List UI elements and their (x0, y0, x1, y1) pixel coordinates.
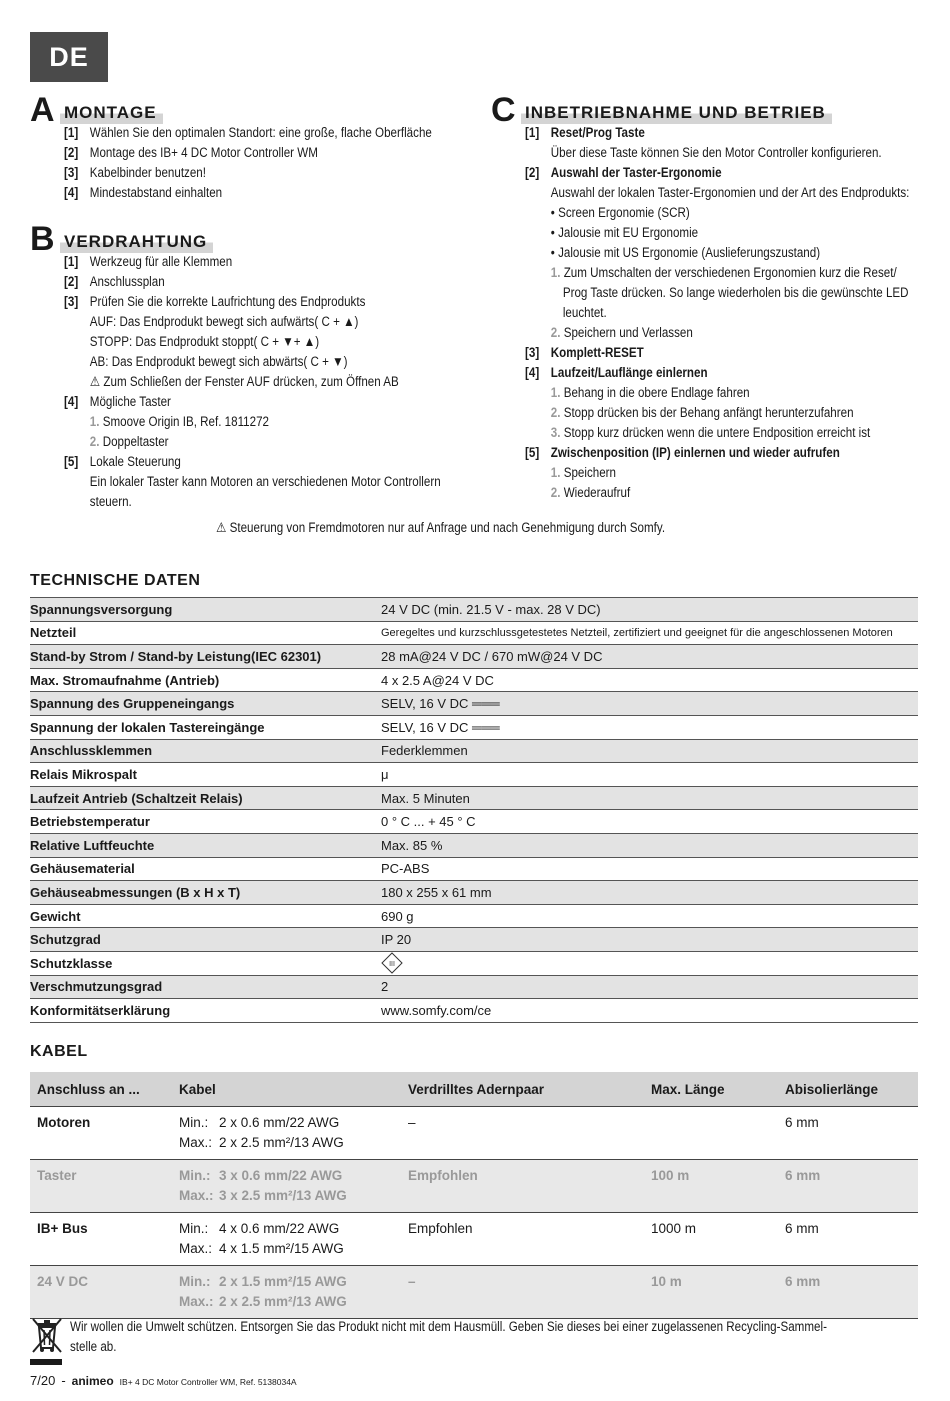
tech-key: Konformitätserklärung (30, 999, 381, 1023)
cable-header: Kabel (172, 1072, 401, 1107)
cable-strip-length: 6 mm (778, 1266, 918, 1319)
list-item (64, 472, 441, 492)
tech-value (381, 951, 918, 975)
list-item (525, 323, 693, 343)
tech-row (30, 857, 918, 881)
tech-key: Laufzeit Antrieb (Schaltzeit Relais) (30, 786, 381, 810)
cable-max-length (644, 1107, 778, 1160)
cable-connection: 24 V DC (30, 1266, 172, 1319)
item-text: ⚠ Zum Schließen der Fenster AUF drücken, zum Öffnen AB (89, 374, 399, 389)
weee-bin-icon (30, 1316, 64, 1356)
item-text: Montage des IB+ 4 DC Motor Controller WM (89, 145, 318, 160)
cable-title: KABEL (30, 1043, 88, 1060)
tech-row (30, 999, 918, 1023)
cable-header: Max. Länge (644, 1072, 778, 1107)
list-item (525, 183, 909, 203)
tech-row (30, 739, 918, 763)
tech-key: Gehäuseabmessungen (B x H x T) (30, 881, 381, 905)
item-number: [5] (525, 445, 540, 460)
tech-key: Schutzklasse (30, 951, 381, 975)
cable-row (30, 1213, 918, 1266)
tech-value: www.somfy.com/ce (381, 999, 918, 1023)
list-item (64, 432, 169, 452)
item-number: [1] (64, 254, 79, 269)
tech-key: Gehäusematerial (30, 857, 381, 881)
item-number: [1] (525, 125, 540, 140)
item-text: Prüfen Sie die korrekte Laufrichtung des Endprodukts (89, 294, 366, 309)
item-text: Smoove Origin IB, Ref. 1811272 (102, 414, 270, 429)
sub-number: 1. (89, 414, 103, 429)
section-b-letter: B (30, 220, 55, 258)
cable-connection: IB+ Bus (30, 1213, 172, 1266)
list-item (64, 332, 319, 352)
cable-table (30, 1072, 918, 1319)
cable-row (30, 1107, 918, 1160)
tech-row (30, 621, 918, 645)
list-item (525, 363, 708, 383)
tech-value: 2 (381, 975, 918, 999)
list-item (525, 243, 820, 263)
item-text: • Screen Ergonomie (SCR) (550, 205, 690, 220)
tech-key: Anschlussklemmen (30, 739, 381, 763)
tech-row (30, 763, 918, 787)
item-text: steuern. (89, 494, 132, 509)
tech-value: Max. 85 % (381, 833, 918, 857)
tech-key: Relais Mikrospalt (30, 763, 381, 787)
tech-value: μ (381, 763, 918, 787)
item-number: [5] (64, 454, 79, 469)
list-item (525, 143, 882, 163)
item-text: Behang in die obere Endlage fahren (563, 385, 750, 400)
cable-header: Anschluss an ... (30, 1072, 172, 1107)
list-item (525, 163, 722, 183)
tech-row (30, 881, 918, 905)
cable-row (30, 1266, 918, 1319)
cable-max-length: 1000 m (644, 1213, 778, 1266)
tech-data-table (30, 597, 918, 1023)
tech-key: Relative Luftfeuchte (30, 833, 381, 857)
tech-value: 28 mA@24 V DC / 670 mW@24 V DC (381, 645, 918, 669)
item-number: [4] (64, 185, 79, 200)
svg-text:III: III (389, 961, 395, 969)
cable-spec: Min.: 2 x 1.5 mm²/15 AWG Max.: 2 x 2.5 mm²/13 AWG (172, 1266, 401, 1319)
section-c-letter: C (491, 91, 516, 129)
tech-row (30, 928, 918, 952)
list-item (64, 372, 399, 392)
list-item (525, 343, 644, 363)
tech-data-title: TECHNISCHE DATEN (30, 572, 201, 589)
sub-number: 1. (550, 385, 564, 400)
sub-number: 3. (550, 425, 564, 440)
list-item (64, 492, 132, 512)
list-item (525, 283, 909, 303)
sub-number: 2. (550, 485, 564, 500)
item-text: Laufzeit/Lauflänge einlernen (550, 365, 708, 380)
list-item (525, 443, 840, 463)
cable-header: Verdrilltes Adernpaar (401, 1072, 644, 1107)
list-item (525, 423, 870, 443)
item-text: AB: Das Endprodukt bewegt sich abwärts( C + ▼) (89, 354, 348, 369)
list-item (64, 452, 181, 472)
item-text: Auswahl der lokalen Taster-Ergonomien und der Art des Endprodukts: (550, 185, 910, 200)
cable-max-length: 10 m (644, 1266, 778, 1319)
item-text: STOPP: Das Endprodukt stoppt( C + ▼+ ▲) (89, 334, 320, 349)
tech-row (30, 904, 918, 928)
tech-key: Spannungsversorgung (30, 598, 381, 622)
section-c-title: INBETRIEBNAHME UND BETRIEB (521, 101, 832, 124)
list-item (64, 143, 318, 163)
item-text: Speichern und Verlassen (563, 325, 693, 340)
item-text: Lokale Steuerung (89, 454, 181, 469)
tech-row (30, 668, 918, 692)
cable-twisted: Empfohlen (401, 1160, 644, 1213)
tech-value: SELV, 16 V DC ═══ (381, 692, 918, 716)
item-text: Zum Umschalten der verschiedenen Ergonomien kurz die Reset/ (563, 265, 897, 280)
cable-header-row (30, 1072, 918, 1107)
tech-row (30, 692, 918, 716)
cable-twisted: – (401, 1107, 644, 1160)
sub-number: 2. (550, 325, 564, 340)
item-text: Mögliche Taster (89, 394, 171, 409)
tech-key: Max. Stromaufnahme (Antrieb) (30, 668, 381, 692)
sub-number: 2. (550, 405, 564, 420)
item-text: Werkzeug für alle Klemmen (89, 254, 233, 269)
sub-number: 1. (550, 265, 564, 280)
tech-value: PC-ABS (381, 857, 918, 881)
cable-spec: Min.: 3 x 0.6 mm/22 AWG Max.: 3 x 2.5 mm²/13 AWG (172, 1160, 401, 1213)
tech-key: Betriebstemperatur (30, 810, 381, 834)
tech-value: Max. 5 Minuten (381, 786, 918, 810)
list-item (64, 272, 165, 292)
cable-row (30, 1160, 918, 1213)
item-text: Zwischenposition (IP) einlernen und wieder aufrufen (550, 445, 840, 460)
item-text: AUF: Das Endprodukt bewegt sich aufwärts( C + ▲) (89, 314, 359, 329)
item-text: Prog Taste drücken. So lange wiederholen bis die gewünschte LED (562, 285, 909, 300)
list-item (525, 383, 750, 403)
tech-key: Spannung der lokalen Tastereingänge (30, 715, 381, 739)
class-iii-icon (381, 952, 403, 974)
list-item (525, 403, 854, 423)
cable-spec: Min.: 4 x 0.6 mm/22 AWG Max.: 4 x 1.5 mm²/15 AWG (172, 1213, 401, 1266)
item-number: [4] (64, 394, 79, 409)
list-item (64, 163, 206, 183)
item-number: [4] (525, 365, 540, 380)
list-item (525, 463, 616, 483)
tech-key: Verschmutzungsgrad (30, 975, 381, 999)
tech-value: 180 x 255 x 61 mm (381, 881, 918, 905)
tech-key: Netzteil (30, 621, 381, 645)
page-footer (30, 1373, 297, 1388)
item-text: Komplett-RESET (550, 345, 644, 360)
footer-separator: - (61, 1373, 66, 1388)
tech-value: IP 20 (381, 928, 918, 952)
tech-row (30, 810, 918, 834)
tech-row (30, 786, 918, 810)
list-item (525, 483, 630, 503)
list-item (64, 392, 171, 412)
tech-row (30, 715, 918, 739)
item-number: [2] (64, 274, 79, 289)
sub-number: 2. (89, 434, 103, 449)
item-text: Auswahl der Taster-Ergonomie (550, 165, 722, 180)
list-item (525, 303, 607, 323)
weee-bar (30, 1359, 62, 1365)
cable-max-length: 100 m (644, 1160, 778, 1213)
item-text: Stopp drücken bis der Behang anfängt herunterzufahren (563, 405, 854, 420)
item-text: Über diese Taste können Sie den Motor Controller konfigurieren. (550, 145, 882, 160)
item-text: Stopp kurz drücken wenn die untere Endposition erreicht ist (563, 425, 871, 440)
cable-strip-length: 6 mm (778, 1107, 918, 1160)
list-item (64, 412, 269, 432)
product-ref: IB+ 4 DC Motor Controller WM, Ref. 5138034A (119, 1377, 297, 1387)
item-text: Wiederaufruf (563, 485, 631, 500)
tech-key: Gewicht (30, 904, 381, 928)
item-text: Ein lokaler Taster kann Motoren an verschiedenen Motor Controllern (89, 474, 441, 489)
list-item (525, 223, 698, 243)
list-item (525, 263, 897, 283)
tech-value: 690 g (381, 904, 918, 928)
section-a-title: MONTAGE (60, 101, 163, 124)
language-badge: DE (30, 32, 108, 82)
cable-strip-length: 6 mm (778, 1213, 918, 1266)
section-a-letter: A (30, 91, 55, 129)
tech-row (30, 833, 918, 857)
tech-value: 0 ° C ... + 45 ° C (381, 810, 918, 834)
list-item (64, 312, 358, 332)
item-text: Wählen Sie den optimalen Standort: eine große, flache Oberfläche (89, 125, 432, 140)
list-item (525, 123, 645, 143)
cable-header: Abisolierlänge (778, 1072, 918, 1107)
tech-row (30, 598, 918, 622)
cable-twisted: – (401, 1266, 644, 1319)
list-item (64, 123, 432, 143)
section-b-title: VERDRAHTUNG (60, 230, 213, 253)
list-item (64, 292, 365, 312)
eco-text-line2: stelle ab. (70, 1339, 117, 1354)
item-text: Anschlussplan (89, 274, 165, 289)
tech-key: Stand-by Strom / Stand-by Leistung(IEC 62301) (30, 645, 381, 669)
item-text: Reset/Prog Taste (550, 125, 645, 140)
tech-value: 4 x 2.5 A@24 V DC (381, 668, 918, 692)
item-text: Mindestabstand einhalten (89, 185, 223, 200)
item-number: [1] (64, 125, 79, 140)
eco-text-line1: Wir wollen die Umwelt schützen. Entsorgen Sie das Produkt nicht mit dem Hausmüll. Geben Sie dieses bei einer zugelassenen Recycling-Sammel- (70, 1319, 827, 1334)
cable-spec: Min.: 2 x 0.6 mm/22 AWG Max.: 2 x 2.5 mm²/13 AWG (172, 1107, 401, 1160)
tech-value: Geregeltes und kurzschlussgetestetes Netzteil, zertifiziert und geeignet für die angeschlossenen Motoren (381, 621, 918, 645)
cable-connection: Taster (30, 1160, 172, 1213)
tech-value: SELV, 16 V DC ═══ (381, 715, 918, 739)
item-number: [2] (64, 145, 79, 160)
item-text: • Jalousie mit US Ergonomie (Auslieferungszustand) (550, 245, 821, 260)
tech-row (30, 951, 918, 975)
foreign-motor-warning: ⚠ Steuerung von Fremdmotoren nur auf Anfrage und nach Genehmigung durch Somfy. (216, 520, 666, 535)
tech-key: Schutzgrad (30, 928, 381, 952)
item-number: [2] (525, 165, 540, 180)
item-text: leuchtet. (562, 305, 607, 320)
list-item (64, 352, 347, 372)
item-number: [3] (525, 345, 540, 360)
list-item (525, 203, 690, 223)
brand-logo-text: animeo (71, 1374, 114, 1388)
tech-key: Spannung des Gruppeneingangs (30, 692, 381, 716)
cable-twisted: Empfohlen (401, 1213, 644, 1266)
cable-connection: Motoren (30, 1107, 172, 1160)
sub-number: 1. (550, 465, 564, 480)
item-number: [3] (64, 294, 79, 309)
item-text: • Jalousie mit EU Ergonomie (550, 225, 699, 240)
tech-row (30, 645, 918, 669)
page-number: 7/20 (30, 1373, 56, 1388)
item-number: [3] (64, 165, 79, 180)
item-text: Doppeltaster (102, 434, 169, 449)
tech-row (30, 975, 918, 999)
cable-strip-length: 6 mm (778, 1160, 918, 1213)
list-item (64, 252, 232, 272)
tech-value: 24 V DC (min. 21.5 V - max. 28 V DC) (381, 598, 918, 622)
tech-value: Federklemmen (381, 739, 918, 763)
item-text: Speichern (563, 465, 616, 480)
item-text: Kabelbinder benutzen! (89, 165, 206, 180)
list-item (64, 183, 222, 203)
